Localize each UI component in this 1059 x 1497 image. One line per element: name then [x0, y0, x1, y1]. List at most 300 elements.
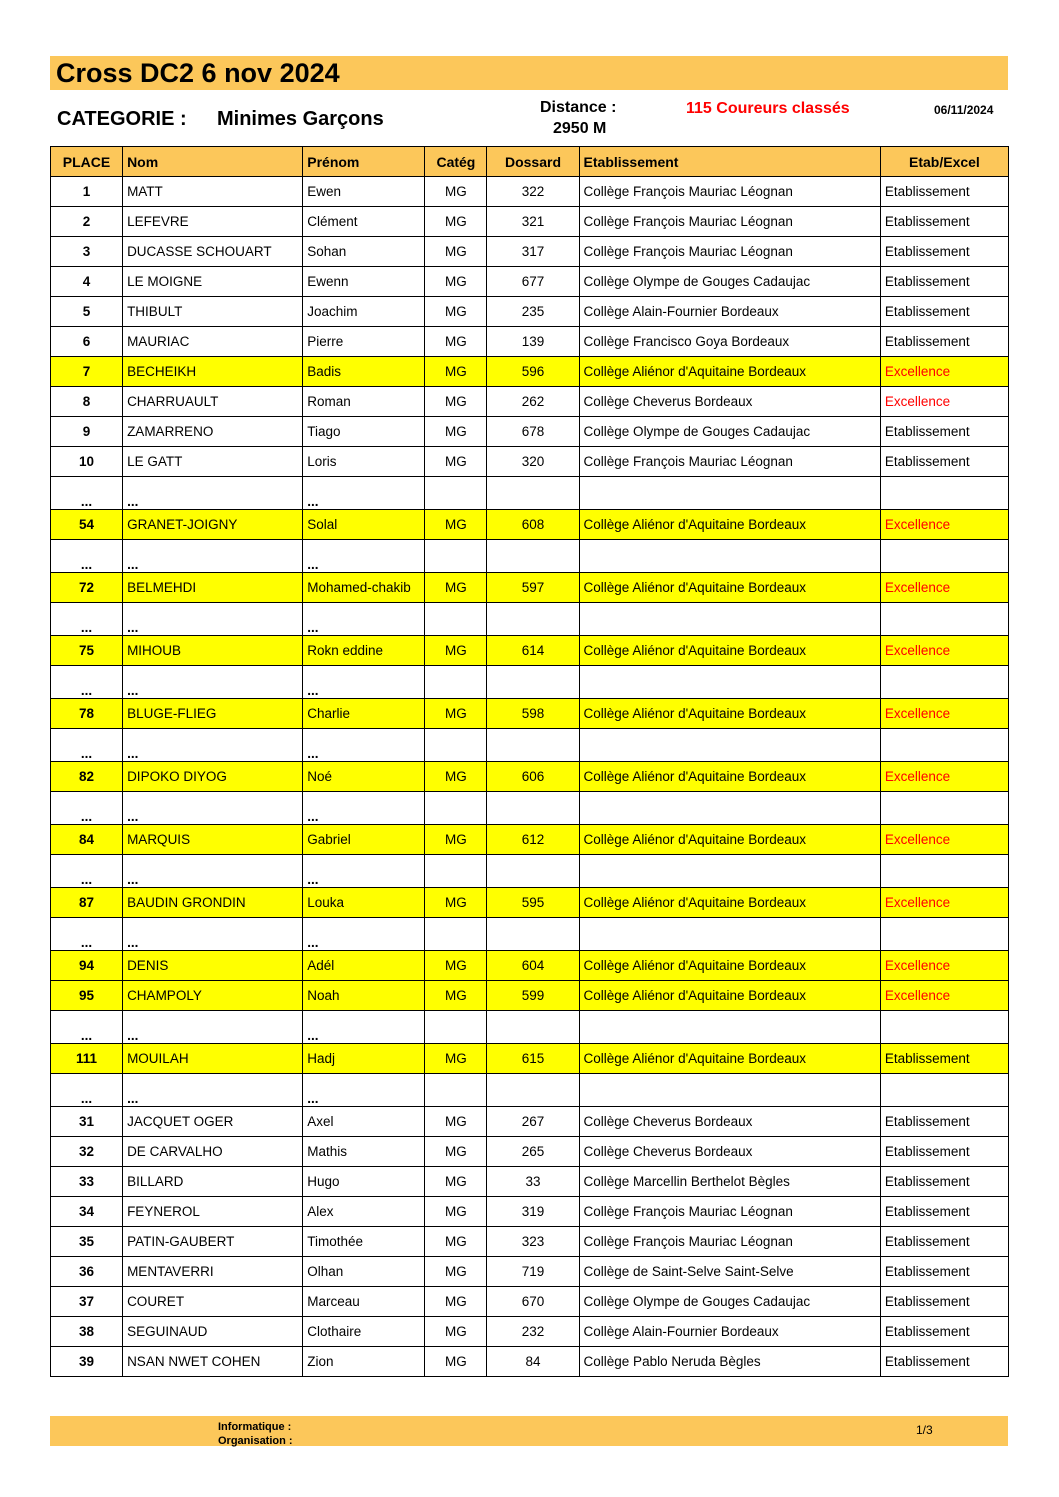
etablissement-cell: Collège François Mauriac Léognan: [579, 447, 880, 477]
table-row-ellipsis: [51, 1011, 1009, 1044]
prenom-cell: ...: [303, 1074, 425, 1107]
etablissement-cell: Collège Aliénor d'Aquitaine Bordeaux: [579, 357, 880, 387]
place-cell: 3: [51, 237, 123, 267]
etab-excel-cell: [880, 1011, 1008, 1044]
dossard-cell: [487, 792, 579, 825]
place-cell: 75: [51, 636, 123, 666]
nom-cell: ...: [123, 477, 303, 510]
table-row: [51, 762, 1009, 792]
nom-cell: ZAMARRENO: [123, 417, 303, 447]
dossard-cell: 139: [487, 327, 579, 357]
dossard-cell: 323: [487, 1227, 579, 1257]
table-row-ellipsis: [51, 477, 1009, 510]
prenom-cell: Solal: [303, 510, 425, 540]
prenom-cell: Zion: [303, 1347, 425, 1377]
prenom-cell: Axel: [303, 1107, 425, 1137]
place-cell: 72: [51, 573, 123, 603]
place-cell: 6: [51, 327, 123, 357]
prenom-cell: ...: [303, 540, 425, 573]
dossard-cell: 322: [487, 177, 579, 207]
etablissement-cell: Collège Aliénor d'Aquitaine Bordeaux: [579, 699, 880, 729]
prenom-cell: Noé: [303, 762, 425, 792]
place-cell: ...: [51, 1011, 123, 1044]
etablissement-cell: Collège Olympe de Gouges Cadaujac: [579, 267, 880, 297]
place-cell: ...: [51, 855, 123, 888]
place-cell: 54: [51, 510, 123, 540]
dossard-cell: [487, 855, 579, 888]
place-cell: 31: [51, 1107, 123, 1137]
categ-cell: [425, 603, 487, 636]
coureurs-classes: 115 Coureurs classés: [686, 100, 850, 117]
categ-cell: MG: [425, 1137, 487, 1167]
etablissement-cell: [579, 477, 880, 510]
nom-cell: CHAMPOLY: [123, 981, 303, 1011]
dossard-cell: [487, 729, 579, 762]
dossard-cell: 677: [487, 267, 579, 297]
place-cell: 7: [51, 357, 123, 387]
place-cell: 111: [51, 1044, 123, 1074]
place-cell: ...: [51, 477, 123, 510]
etab-excel-cell: Excellence: [880, 573, 1008, 603]
table-row: [51, 573, 1009, 603]
dossard-cell: 267: [487, 1107, 579, 1137]
place-cell: 39: [51, 1347, 123, 1377]
dossard-cell: 612: [487, 825, 579, 855]
categ-cell: MG: [425, 1044, 487, 1074]
nom-cell: THIBULT: [123, 297, 303, 327]
etab-excel-cell: Excellence: [880, 825, 1008, 855]
place-cell: 33: [51, 1167, 123, 1197]
etablissement-cell: Collège Aliénor d'Aquitaine Bordeaux: [579, 1044, 880, 1074]
col-header-prenom: Prénom: [303, 147, 425, 177]
etab-excel-cell: [880, 855, 1008, 888]
etab-excel-cell: Etablissement: [880, 207, 1008, 237]
nom-cell: MOUILAH: [123, 1044, 303, 1074]
prenom-cell: ...: [303, 792, 425, 825]
place-cell: 8: [51, 387, 123, 417]
table-row-ellipsis: [51, 540, 1009, 573]
categ-cell: [425, 477, 487, 510]
etab-excel-cell: Etablissement: [880, 1044, 1008, 1074]
prenom-cell: Badis: [303, 357, 425, 387]
etab-excel-cell: [880, 666, 1008, 699]
etablissement-cell: Collège Alain-Fournier Bordeaux: [579, 1317, 880, 1347]
nom-cell: ...: [123, 918, 303, 951]
dossard-cell: 262: [487, 387, 579, 417]
etab-excel-cell: Etablissement: [880, 447, 1008, 477]
categ-cell: MG: [425, 237, 487, 267]
nom-cell: BAUDIN GRONDIN: [123, 888, 303, 918]
table-row: [51, 1257, 1009, 1287]
col-header-etab-excel: Etab/Excel: [880, 147, 1008, 177]
categ-cell: MG: [425, 825, 487, 855]
prenom-cell: Olhan: [303, 1257, 425, 1287]
etablissement-cell: [579, 729, 880, 762]
nom-cell: JACQUET OGER: [123, 1107, 303, 1137]
prenom-cell: Alex: [303, 1197, 425, 1227]
etab-excel-cell: Etablissement: [880, 1257, 1008, 1287]
nom-cell: BLUGE-FLIEG: [123, 699, 303, 729]
categ-cell: [425, 1074, 487, 1107]
etablissement-cell: Collège Olympe de Gouges Cadaujac: [579, 1287, 880, 1317]
table-row: [51, 825, 1009, 855]
etablissement-cell: Collège François Mauriac Léognan: [579, 207, 880, 237]
place-cell: 4: [51, 267, 123, 297]
categ-cell: MG: [425, 1227, 487, 1257]
etab-excel-cell: Etablissement: [880, 327, 1008, 357]
prenom-cell: Charlie: [303, 699, 425, 729]
col-header-nom: Nom: [123, 147, 303, 177]
etab-excel-cell: Excellence: [880, 762, 1008, 792]
place-cell: 10: [51, 447, 123, 477]
col-header-dossard: Dossard: [487, 147, 579, 177]
dossard-cell: 678: [487, 417, 579, 447]
nom-cell: ...: [123, 603, 303, 636]
col-header-place: PLACE: [51, 147, 123, 177]
etab-excel-cell: Etablissement: [880, 177, 1008, 207]
etablissement-cell: Collège Pablo Neruda Bègles: [579, 1347, 880, 1377]
nom-cell: MIHOUB: [123, 636, 303, 666]
categorie-label: CATEGORIE :: [57, 108, 187, 130]
place-cell: 84: [51, 825, 123, 855]
place-cell: 1: [51, 177, 123, 207]
prenom-cell: Clément: [303, 207, 425, 237]
categ-cell: MG: [425, 297, 487, 327]
etab-excel-cell: Excellence: [880, 636, 1008, 666]
dossard-cell: [487, 1074, 579, 1107]
etab-excel-cell: [880, 729, 1008, 762]
prenom-cell: Ewenn: [303, 267, 425, 297]
nom-cell: MAURIAC: [123, 327, 303, 357]
etablissement-cell: Collège Aliénor d'Aquitaine Bordeaux: [579, 981, 880, 1011]
etablissement-cell: Collège Aliénor d'Aquitaine Bordeaux: [579, 573, 880, 603]
footer-informatique: Informatique :: [218, 1421, 292, 1433]
etab-excel-cell: Excellence: [880, 699, 1008, 729]
etab-excel-cell: Etablissement: [880, 297, 1008, 327]
categ-cell: MG: [425, 981, 487, 1011]
nom-cell: BECHEIKH: [123, 357, 303, 387]
etab-excel-cell: Excellence: [880, 357, 1008, 387]
categ-cell: MG: [425, 357, 487, 387]
etablissement-cell: Collège Cheverus Bordeaux: [579, 1137, 880, 1167]
etablissement-cell: [579, 603, 880, 636]
table-row: [51, 888, 1009, 918]
place-cell: 9: [51, 417, 123, 447]
table-row: [51, 1347, 1009, 1377]
etab-excel-cell: [880, 918, 1008, 951]
race-date: 06/11/2024: [934, 103, 994, 117]
dossard-cell: 319: [487, 1197, 579, 1227]
nom-cell: GRANET-JOIGNY: [123, 510, 303, 540]
place-cell: 37: [51, 1287, 123, 1317]
etablissement-cell: Collège Aliénor d'Aquitaine Bordeaux: [579, 636, 880, 666]
etab-excel-cell: Etablissement: [880, 1137, 1008, 1167]
table-row: [51, 699, 1009, 729]
table-row: [51, 1227, 1009, 1257]
categ-cell: MG: [425, 417, 487, 447]
etab-excel-cell: [880, 603, 1008, 636]
prenom-cell: Louka: [303, 888, 425, 918]
place-cell: 95: [51, 981, 123, 1011]
footer-bar: [50, 1416, 1008, 1446]
etab-excel-cell: Excellence: [880, 510, 1008, 540]
nom-cell: CHARRUAULT: [123, 387, 303, 417]
dossard-cell: 33: [487, 1167, 579, 1197]
etablissement-cell: Collège Cheverus Bordeaux: [579, 1107, 880, 1137]
etablissement-cell: Collège François Mauriac Léognan: [579, 1227, 880, 1257]
nom-cell: LE MOIGNE: [123, 267, 303, 297]
prenom-cell: Adél: [303, 951, 425, 981]
nom-cell: MARQUIS: [123, 825, 303, 855]
etab-excel-cell: Excellence: [880, 981, 1008, 1011]
etablissement-cell: [579, 918, 880, 951]
nom-cell: MATT: [123, 177, 303, 207]
table-row: [51, 357, 1009, 387]
categ-cell: MG: [425, 573, 487, 603]
place-cell: 38: [51, 1317, 123, 1347]
dossard-cell: 606: [487, 762, 579, 792]
categ-cell: [425, 666, 487, 699]
table-row-ellipsis: [51, 729, 1009, 762]
etablissement-cell: Collège Aliénor d'Aquitaine Bordeaux: [579, 762, 880, 792]
prenom-cell: Rokn eddine: [303, 636, 425, 666]
table-row: [51, 510, 1009, 540]
dossard-cell: 608: [487, 510, 579, 540]
nom-cell: SEGUINAUD: [123, 1317, 303, 1347]
nom-cell: DE CARVALHO: [123, 1137, 303, 1167]
prenom-cell: Timothée: [303, 1227, 425, 1257]
nom-cell: DIPOKO DIYOG: [123, 762, 303, 792]
table-row: [51, 1107, 1009, 1137]
etablissement-cell: Collège Aliénor d'Aquitaine Bordeaux: [579, 510, 880, 540]
place-cell: 5: [51, 297, 123, 327]
categ-cell: [425, 918, 487, 951]
categ-cell: MG: [425, 699, 487, 729]
place-cell: 87: [51, 888, 123, 918]
nom-cell: ...: [123, 855, 303, 888]
etab-excel-cell: Etablissement: [880, 1197, 1008, 1227]
results-table: [50, 146, 1009, 1377]
results-body: [51, 177, 1009, 1377]
dossard-cell: 597: [487, 573, 579, 603]
table-row: [51, 387, 1009, 417]
categ-cell: MG: [425, 1167, 487, 1197]
prenom-cell: Mohamed-chakib: [303, 573, 425, 603]
table-row: [51, 951, 1009, 981]
categ-cell: [425, 792, 487, 825]
nom-cell: ...: [123, 666, 303, 699]
table-row-ellipsis: [51, 918, 1009, 951]
etablissement-cell: Collège Aliénor d'Aquitaine Bordeaux: [579, 825, 880, 855]
footer-info: [218, 1420, 293, 1448]
nom-cell: LEFEVRE: [123, 207, 303, 237]
etablissement-cell: Collège François Mauriac Léognan: [579, 237, 880, 267]
place-cell: 78: [51, 699, 123, 729]
table-row: [51, 417, 1009, 447]
categ-cell: MG: [425, 636, 487, 666]
prenom-cell: ...: [303, 666, 425, 699]
categ-cell: [425, 540, 487, 573]
categ-cell: MG: [425, 447, 487, 477]
etablissement-cell: Collège Cheverus Bordeaux: [579, 387, 880, 417]
categ-cell: MG: [425, 177, 487, 207]
etab-excel-cell: Etablissement: [880, 237, 1008, 267]
prenom-cell: ...: [303, 1011, 425, 1044]
etablissement-cell: Collège François Mauriac Léognan: [579, 1197, 880, 1227]
prenom-cell: Joachim: [303, 297, 425, 327]
categ-cell: MG: [425, 888, 487, 918]
categ-cell: [425, 855, 487, 888]
dossard-cell: [487, 477, 579, 510]
dossard-cell: [487, 603, 579, 636]
categ-cell: MG: [425, 1347, 487, 1377]
prenom-cell: Loris: [303, 447, 425, 477]
etab-excel-cell: Etablissement: [880, 1107, 1008, 1137]
nom-cell: ...: [123, 792, 303, 825]
place-cell: 82: [51, 762, 123, 792]
place-cell: ...: [51, 666, 123, 699]
categorie-value: Minimes Garçons: [217, 108, 384, 130]
prenom-cell: Roman: [303, 387, 425, 417]
table-row-ellipsis: [51, 792, 1009, 825]
dossard-cell: [487, 918, 579, 951]
table-row: [51, 327, 1009, 357]
categ-cell: MG: [425, 1107, 487, 1137]
nom-cell: BILLARD: [123, 1167, 303, 1197]
prenom-cell: ...: [303, 603, 425, 636]
dossard-cell: 235: [487, 297, 579, 327]
dossard-cell: 232: [487, 1317, 579, 1347]
etab-excel-cell: Etablissement: [880, 1287, 1008, 1317]
etablissement-cell: Collège François Mauriac Léognan: [579, 177, 880, 207]
dossard-cell: 84: [487, 1347, 579, 1377]
etablissement-cell: [579, 666, 880, 699]
prenom-cell: ...: [303, 855, 425, 888]
dossard-cell: 719: [487, 1257, 579, 1287]
title-bar: [50, 56, 1008, 90]
distance-label: Distance :: [540, 99, 617, 116]
table-row: [51, 267, 1009, 297]
etab-excel-cell: [880, 477, 1008, 510]
place-cell: ...: [51, 792, 123, 825]
etab-excel-cell: Etablissement: [880, 417, 1008, 447]
categ-cell: MG: [425, 951, 487, 981]
place-cell: 36: [51, 1257, 123, 1287]
dossard-cell: 320: [487, 447, 579, 477]
etablissement-cell: Collège Aliénor d'Aquitaine Bordeaux: [579, 888, 880, 918]
etab-excel-cell: Etablissement: [880, 1167, 1008, 1197]
dossard-cell: 317: [487, 237, 579, 267]
footer-organisation: Organisation :: [218, 1435, 293, 1447]
table-row: [51, 1167, 1009, 1197]
etablissement-cell: Collège Francisco Goya Bordeaux: [579, 327, 880, 357]
table-header-row: [51, 147, 1009, 177]
place-cell: 32: [51, 1137, 123, 1167]
prenom-cell: Noah: [303, 981, 425, 1011]
etab-excel-cell: [880, 1074, 1008, 1107]
dossard-cell: [487, 666, 579, 699]
table-row-ellipsis: [51, 666, 1009, 699]
etablissement-cell: [579, 1011, 880, 1044]
dossard-cell: 321: [487, 207, 579, 237]
dossard-cell: 614: [487, 636, 579, 666]
categ-cell: MG: [425, 1317, 487, 1347]
dossard-cell: [487, 1011, 579, 1044]
table-row: [51, 1044, 1009, 1074]
table-row: [51, 1317, 1009, 1347]
prenom-cell: Sohan: [303, 237, 425, 267]
etablissement-cell: [579, 1074, 880, 1107]
dossard-cell: 604: [487, 951, 579, 981]
etablissement-cell: [579, 792, 880, 825]
etab-excel-cell: Etablissement: [880, 267, 1008, 297]
table-row: [51, 447, 1009, 477]
nom-cell: ...: [123, 729, 303, 762]
nom-cell: DENIS: [123, 951, 303, 981]
prenom-cell: Hadj: [303, 1044, 425, 1074]
table-row: [51, 297, 1009, 327]
categ-cell: MG: [425, 327, 487, 357]
col-header-etablissement: Etablissement: [579, 147, 880, 177]
dossard-cell: 598: [487, 699, 579, 729]
categ-cell: MG: [425, 207, 487, 237]
categ-cell: MG: [425, 510, 487, 540]
prenom-cell: Clothaire: [303, 1317, 425, 1347]
table-row: [51, 237, 1009, 267]
etablissement-cell: Collège Alain-Fournier Bordeaux: [579, 297, 880, 327]
prenom-cell: Tiago: [303, 417, 425, 447]
place-cell: 2: [51, 207, 123, 237]
table-row: [51, 177, 1009, 207]
table-row: [51, 207, 1009, 237]
prenom-cell: ...: [303, 477, 425, 510]
categ-cell: MG: [425, 387, 487, 417]
dossard-cell: 596: [487, 357, 579, 387]
table-row-ellipsis: [51, 1074, 1009, 1107]
prenom-cell: Ewen: [303, 177, 425, 207]
categ-cell: MG: [425, 762, 487, 792]
nom-cell: ...: [123, 540, 303, 573]
dossard-cell: [487, 540, 579, 573]
nom-cell: PATIN-GAUBERT: [123, 1227, 303, 1257]
dossard-cell: 615: [487, 1044, 579, 1074]
place-cell: ...: [51, 1074, 123, 1107]
nom-cell: FEYNEROL: [123, 1197, 303, 1227]
table-row: [51, 636, 1009, 666]
place-cell: ...: [51, 918, 123, 951]
nom-cell: LE GATT: [123, 447, 303, 477]
prenom-cell: Pierre: [303, 327, 425, 357]
prenom-cell: ...: [303, 729, 425, 762]
nom-cell: COURET: [123, 1287, 303, 1317]
dossard-cell: 265: [487, 1137, 579, 1167]
prenom-cell: Marceau: [303, 1287, 425, 1317]
nom-cell: DUCASSE SCHOUART: [123, 237, 303, 267]
table-row-ellipsis: [51, 603, 1009, 636]
etablissement-cell: Collège Aliénor d'Aquitaine Bordeaux: [579, 951, 880, 981]
etab-excel-cell: Etablissement: [880, 1227, 1008, 1257]
dossard-cell: 599: [487, 981, 579, 1011]
nom-cell: NSAN NWET COHEN: [123, 1347, 303, 1377]
place-cell: ...: [51, 540, 123, 573]
etab-excel-cell: Etablissement: [880, 1347, 1008, 1377]
table-row: [51, 1287, 1009, 1317]
place-cell: ...: [51, 603, 123, 636]
categ-cell: MG: [425, 1197, 487, 1227]
col-header-categ: Catég: [425, 147, 487, 177]
prenom-cell: ...: [303, 918, 425, 951]
place-cell: 94: [51, 951, 123, 981]
